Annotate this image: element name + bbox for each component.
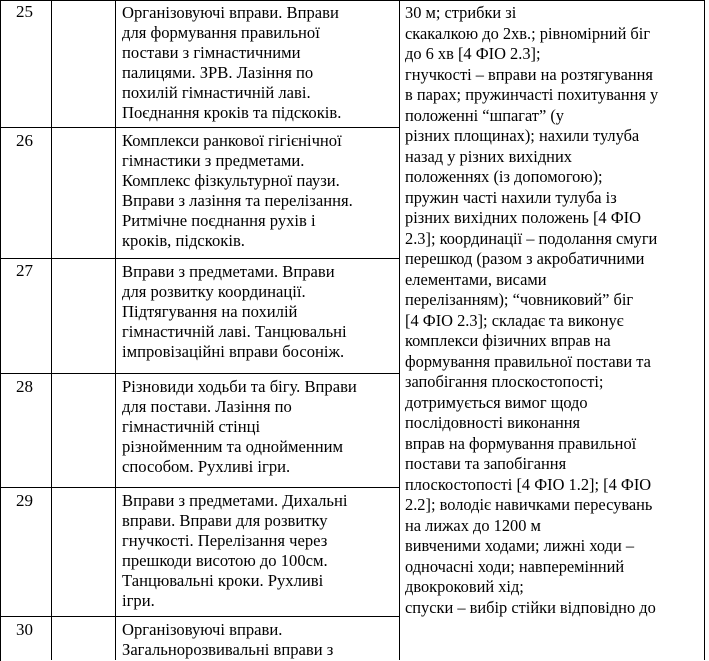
row-divider	[0, 487, 400, 488]
row-topic: Організовуючі вправи. Вправи для формування правильної постави з гімнастичними палицями. ЗРВ. Лазіння по похилій гімнастичній лаві. Поєднання кроків та підскоків.	[122, 3, 342, 122]
row-divider	[0, 373, 400, 374]
requirements-cell: 30 м; стрибки зі скакалкою до 2хв.; рівномірний біг до 6 хв [4 ФІО 2.3]; гнучкості – вправи на розтягування в парах; пружинчасті похитування у положенні “шпагат” (у різних площинах); нахили тулуба назад у різних вихідних положеннях (із допомогою); пружин часті нахили тулуба із різних вихідних положень [4 ФІО 2.3]; координації – подолання смуги перешкод (разом з акробатичними елементами, висами перелізанням); “човниковий” біг [4 ФІО 2.3]; складає та виконує комплекси фізичних вправ на формування правильної постави та запобігання плоскостопості; дотримується вимог щодо послідовності виконання вправ на формування правильної постави та запобігання плоскостопості [4 ФІО 1.2]; [4 ФІО 2.2]; володіє навичками пересувань на лижах до 1200 м вивченими ходами; лижні ходи – одночасні ходи; навперемінний двокроковий хід; спуски – вибір стійки відповідно до	[405, 3, 659, 617]
row-topic: Вправи з предметами. Вправи для розвитку координації. Підтягування на похилій гімнастичній лаві. Танцювальні імпровізаційні вправи босоніж.	[122, 262, 347, 361]
row-divider	[0, 616, 400, 617]
row-topic: Різновиди ходьби та бігу. Вправи для постави. Лазіння по гімнастичній стінці різнойменним та однойменним способом. Рухливі ігри.	[122, 377, 357, 476]
row-topic: Організовуючі вправи. Загальнорозвивальні вправи з	[122, 620, 334, 659]
column-divider-right	[704, 0, 705, 660]
row-number: 30	[16, 620, 33, 639]
row-topic: Комплекси ранкової гігієнічної гімнастики з предметами. Комплекс фізкультурної паузи. Вправи з лазіння та перелізання. Ритмічне поєднання рухів і кроків, підскоків.	[122, 131, 353, 250]
row-number: 28	[16, 377, 33, 396]
row-topic: Вправи з предметами. Дихальні вправи. Вправи для розвитку гнучкості. Перелізання через прешкоди висотою до 100см. Танцювальні кроки. Рухливі ігри.	[122, 491, 348, 610]
row-number: 26	[16, 131, 33, 150]
column-divider-3	[399, 0, 400, 660]
column-divider-2	[115, 0, 116, 660]
column-divider-1	[51, 0, 52, 660]
row-divider	[0, 258, 400, 259]
row-divider	[0, 127, 400, 128]
row-number: 27	[16, 261, 33, 280]
row-number: 25	[16, 2, 33, 21]
row-number: 29	[16, 491, 33, 510]
